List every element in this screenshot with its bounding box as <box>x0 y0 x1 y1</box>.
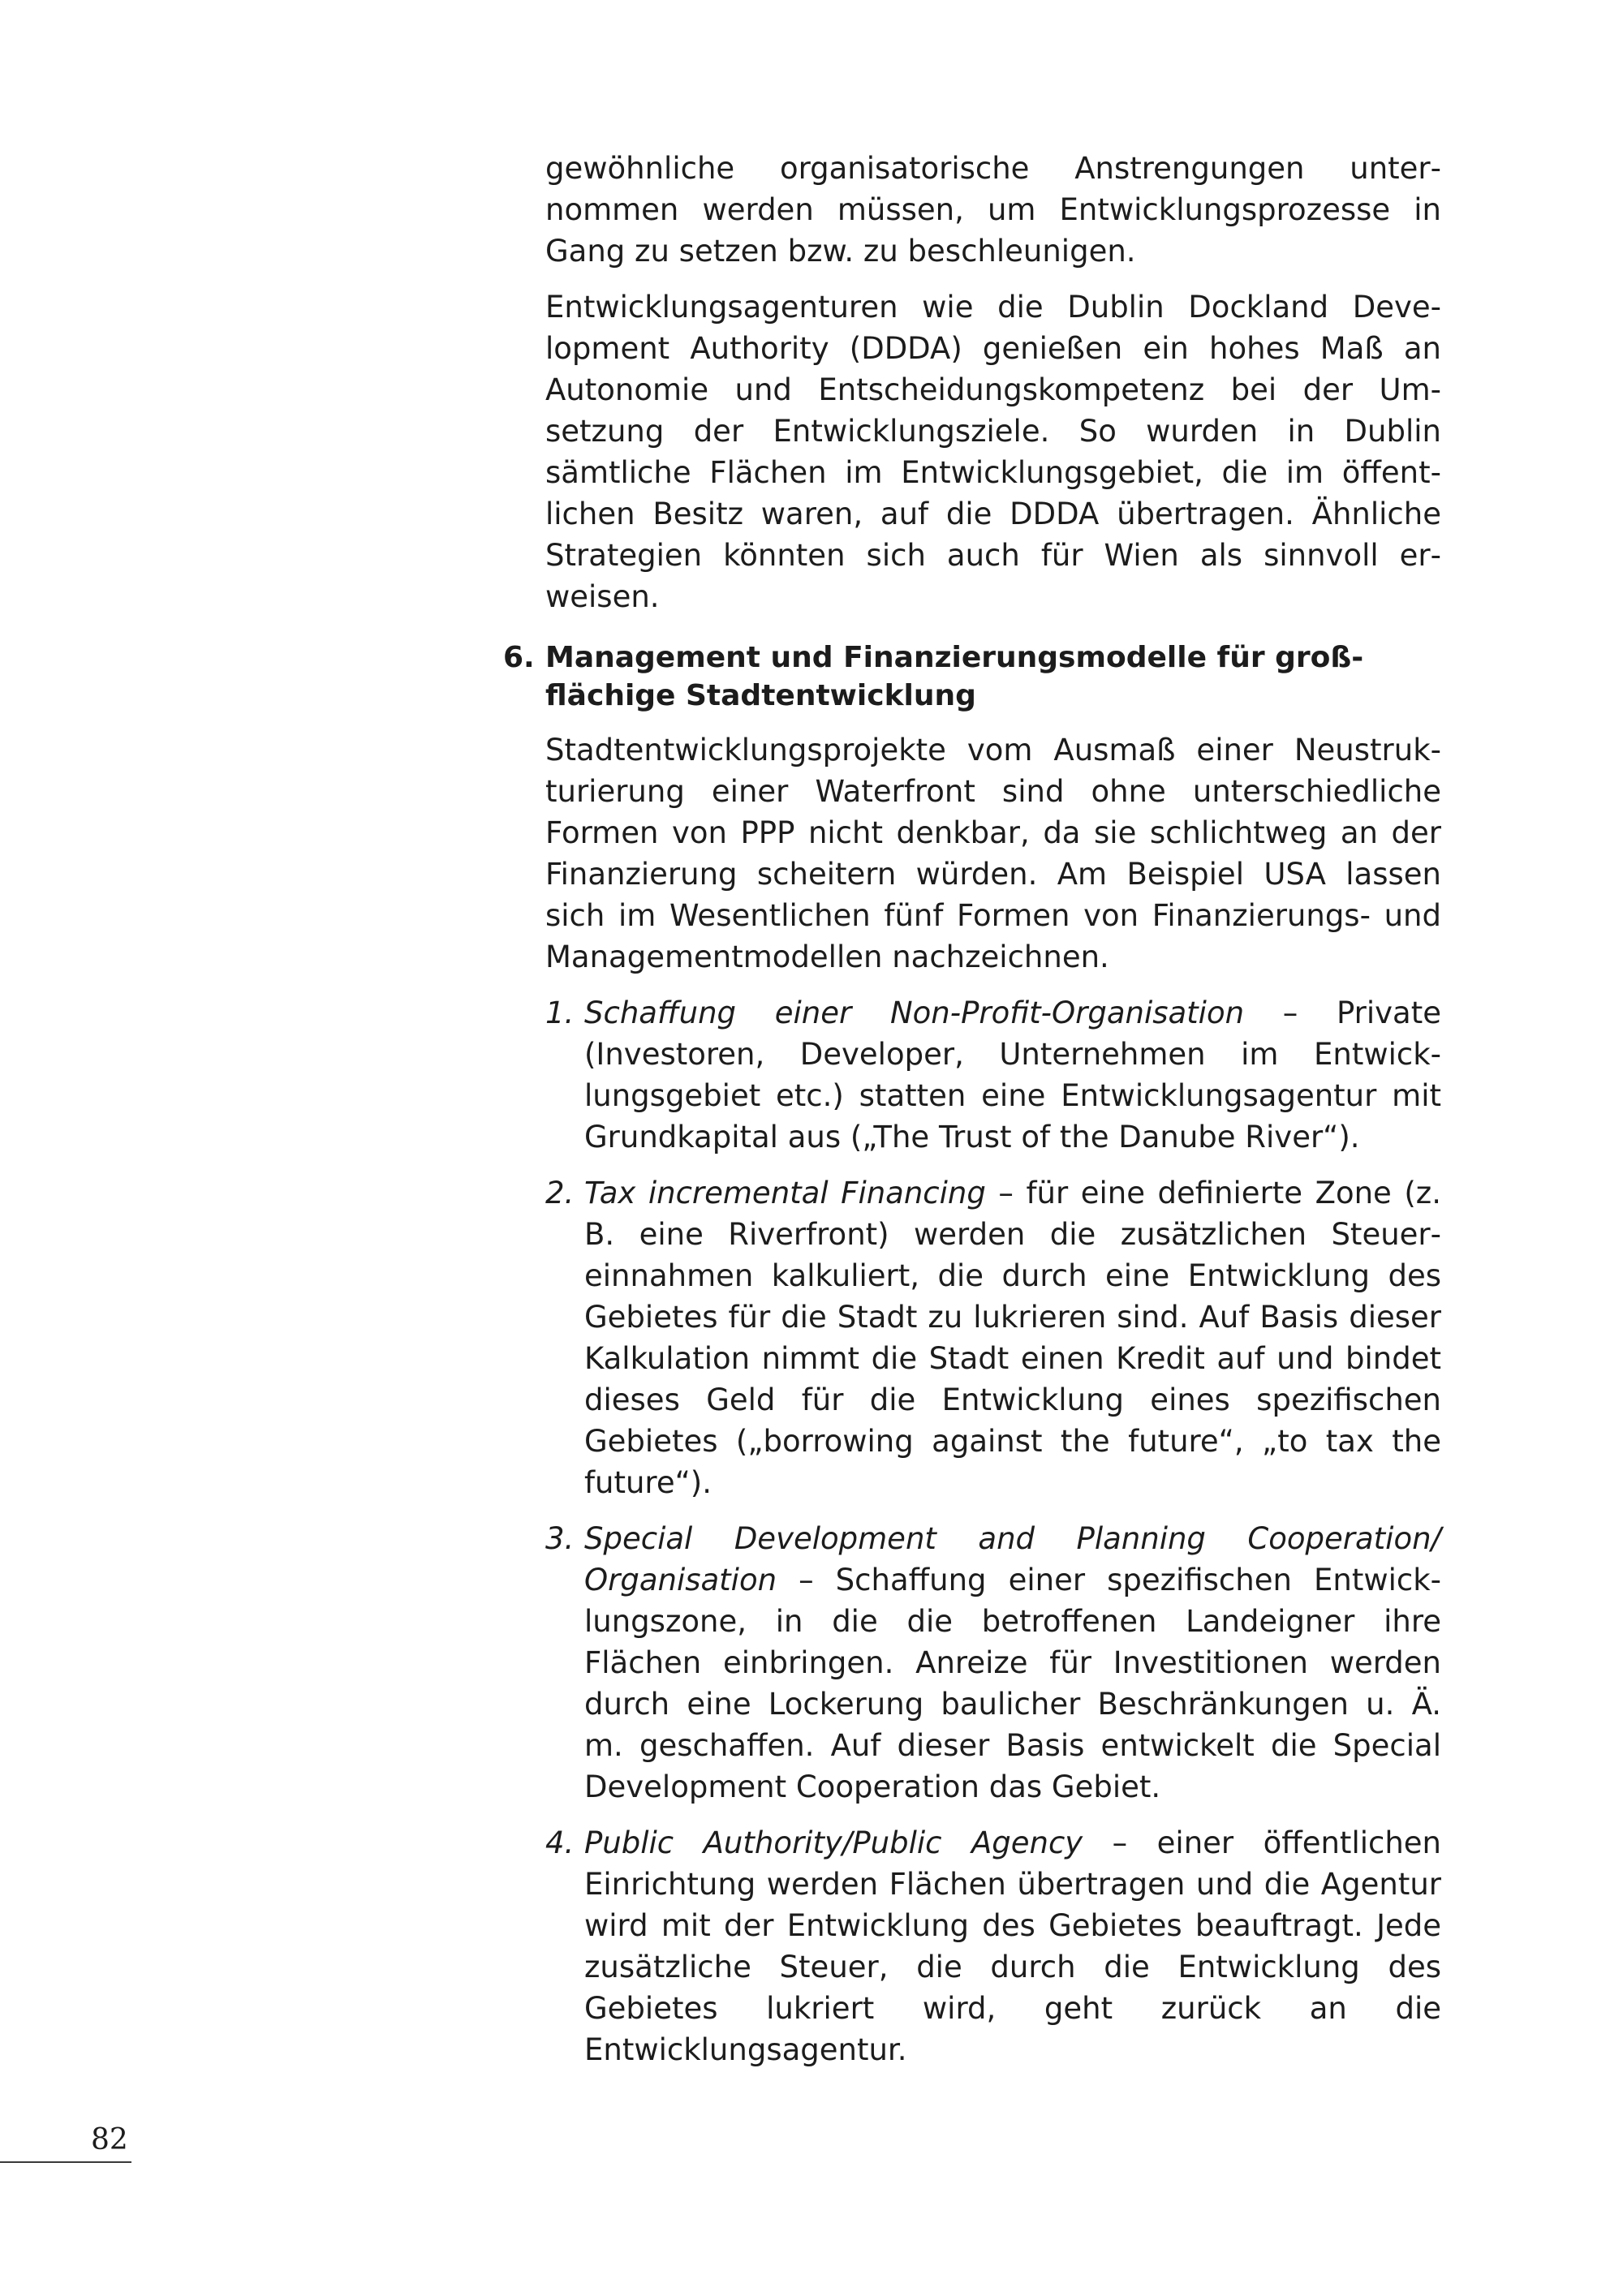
section-heading <box>503 638 1441 715</box>
list-item-term: Tax incremental Financing <box>584 1176 986 1210</box>
list-item-term: Schaffung einer Non-Profit-Organisation <box>584 995 1245 1030</box>
paragraph-continuation: gewöhnliche organisatorische Anstrengungen unternommen werden müssen, um Entwicklungsprozesse in Gang zu setzen bzw. zu beschleunigen. <box>545 151 1441 269</box>
list-item <box>545 1822 1441 2070</box>
list-item-number: 1. <box>545 995 575 1030</box>
list-item-text: – Schaffung einer spezifischen Entwicklungszone, in die die betroffenen Landeigner ihre Flächen einbringen. Anreize für Investitionen werden durch eine Lockerung baulicher Beschränkungen u. Ä. m. geschaffen. Auf dieser Basis entwickelt die Special Development Cooperation das Gebiet. <box>584 1563 1441 1804</box>
list-item-text: – für eine definierte Zone (z. B. eine Riverfront) werden die zusätzlichen Steuereinnahmen kalkuliert, die durch eine Entwicklung des Gebietes für die Stadt zu lukrieren sind. Auf Basis dieser Kalkulation nimmt die Stadt einen Kredit auf und bindet dieses Geld für die Entwicklung eines spezifischen Gebietes („borrowing against the future“, „to tax the future“). <box>584 1176 1441 1500</box>
list-item <box>545 1518 1441 1808</box>
paragraph-ddda: Entwicklungsagenturen wie die Dublin Dockland Development Authority (DDDA) genießen ein hohes Maß an Autonomie und Entscheidungskompetenz bei der Umsetzung der Entwicklungsziele. So wurden in Dublin sämtliche Flächen im Entwicklungsgebiet, die im öffentlichen Besitz waren, auf die DDDA übertragen. Ähnliche Strategien könnten sich auch für Wien als sinnvoll erweisen. <box>545 290 1441 614</box>
list-item-term: Public Authority/Public Agency <box>584 1825 1083 1860</box>
list-item-number: 3. <box>545 1521 575 1556</box>
page-number: 82 <box>91 2123 128 2156</box>
page-content <box>503 148 1442 2085</box>
section-title: Management und Finanzierungsmodelle für großflächige Stadtentwicklung <box>545 641 1364 712</box>
list-item-text: – einer öffentlichen Einrichtung werden Flächen übertragen und die Agentur wird mit der Entwicklung des Gebietes beauftragt. Jede zusätzliche Steuer, die durch die Entwicklung des Gebietes lukriert wird, geht zurück an die Entwicklungsagentur. <box>584 1825 1442 2067</box>
list-item <box>545 992 1441 1158</box>
page-number-rule <box>0 2161 131 2163</box>
section-number: 6. <box>503 641 535 674</box>
paragraph-section-intro: Stadtentwicklungsprojekte vom Ausmaß einer Neustrukturierung einer Waterfront sind ohne unterschiedliche Formen von PPP nicht denkbar, da sie schlichtweg an der Finanzierung scheitern würden. Am Beispiel USA lassen sich im Wesentlichen fünf Formen von Finanzierungs- und Managementmodellen nachzeichnen. <box>545 733 1441 974</box>
list-item-number: 2. <box>545 1176 575 1210</box>
list-item-number: 4. <box>545 1825 575 1860</box>
list-item <box>545 1172 1441 1503</box>
list-item-term: Special Development and Planning Cooperation/ Organisation <box>584 1521 1441 1597</box>
list-item-text: – Private (Investoren, Developer, Unternehmen im Entwicklungsgebiet etc.) statten eine Entwicklungsagentur mit Grundkapital aus („The Trust of the Danube River“). <box>584 995 1441 1154</box>
